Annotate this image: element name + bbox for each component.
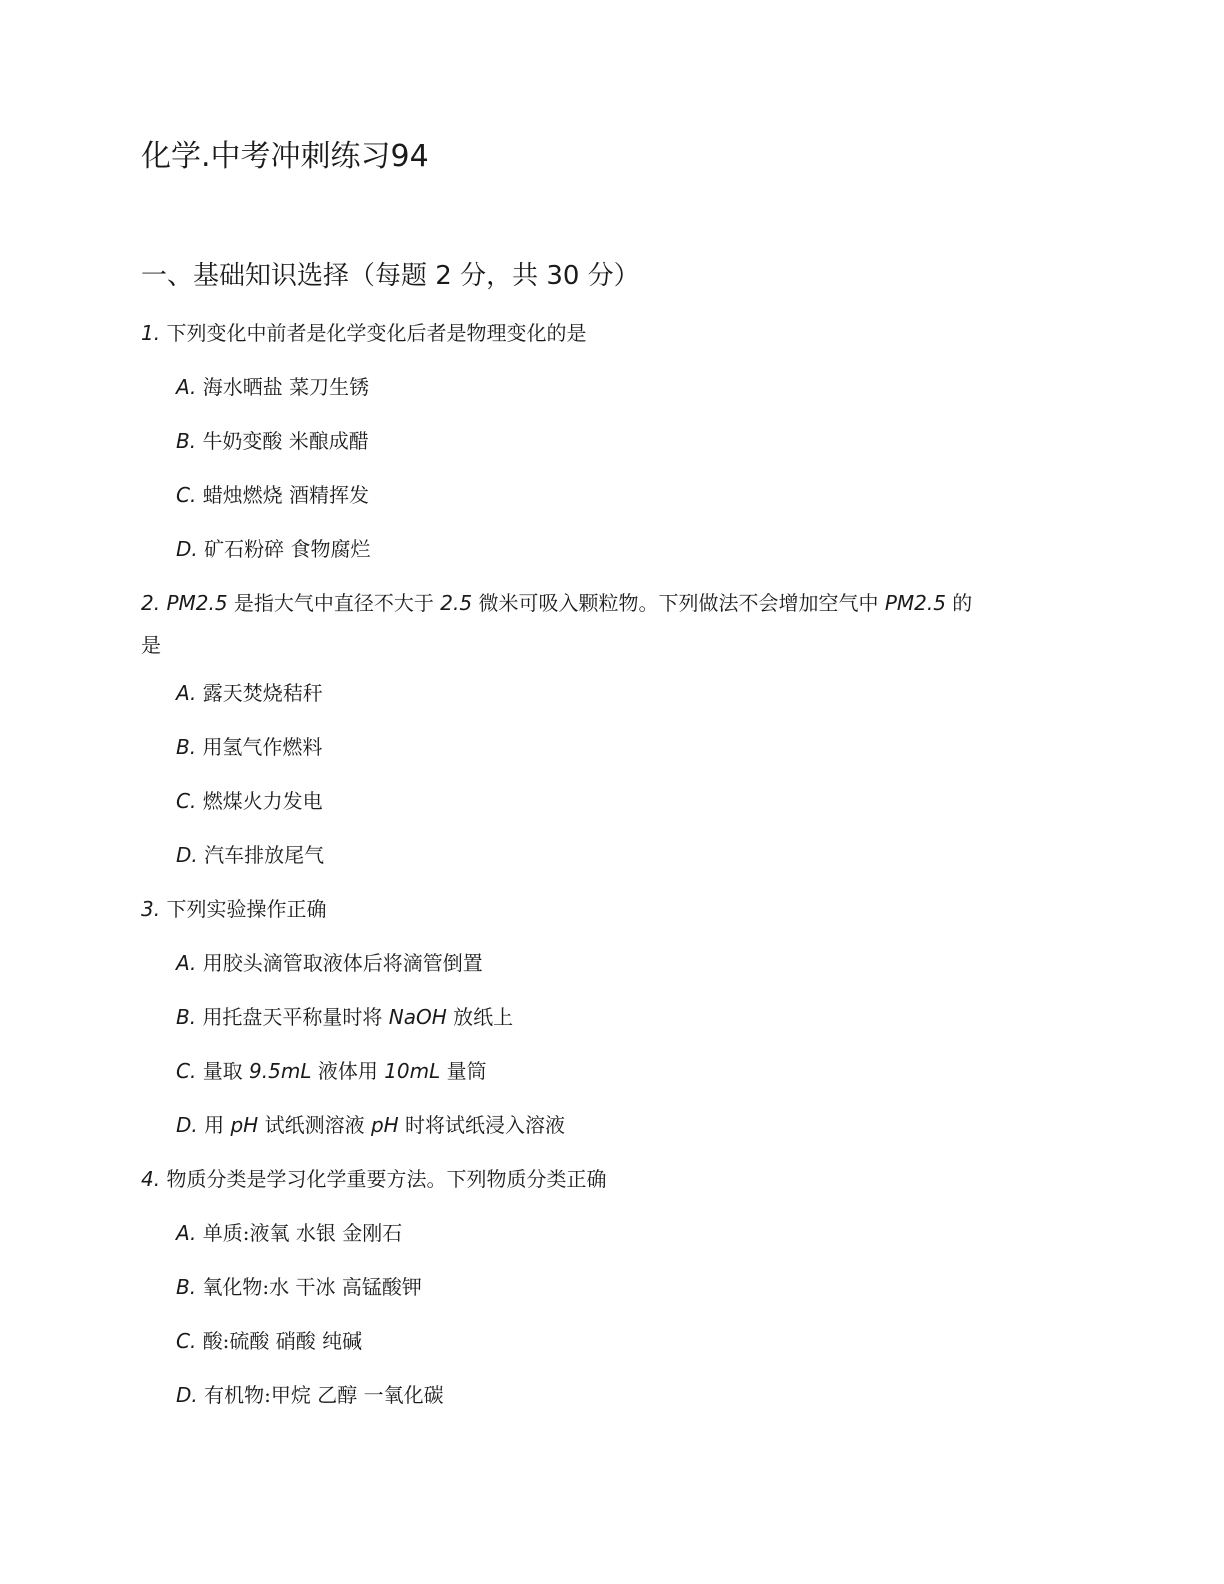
option-text: 酸:硫酸 硝酸 纯碱 [202,1329,363,1353]
question-number: 3. [141,897,161,921]
question-text: 物质分类是学习化学重要方法。下列物质分类正确 [166,1167,607,1191]
option-text-term: NaOH [388,1005,447,1029]
option-text: 用氢气作燃料 [202,735,323,759]
option-text: 燃煤火力发电 [202,789,323,813]
question-4-option-a [176,1218,402,1248]
question-text: 微米可吸入颗粒物。下列做法不会增加空气中 [472,591,885,615]
option-text: 氧化物:水 干冰 高锰酸钾 [202,1275,422,1299]
question-2-option-d [176,840,324,870]
question-1-option-c [176,480,369,510]
option-text: 量取 [202,1059,250,1083]
option-letter: D. [176,1383,198,1407]
document-title: 化学.中考冲刺练习94 [141,139,429,174]
question-text-term: 2.5 [440,591,473,615]
question-1-option-a [176,372,369,402]
option-text: 矿石粉碎 食物腐烂 [204,537,371,561]
option-letter: C. [176,483,197,507]
question-text-term: PM2.5 [166,591,228,615]
option-text: 蜡烛燃烧 酒精挥发 [202,483,370,507]
option-text: 用胶头滴管取液体后将滴管倒置 [202,951,483,975]
question-4 [141,1164,606,1194]
question-3 [141,894,326,924]
section-heading: 一、基础知识选择（每题 2 分，共 30 分） [141,261,640,291]
option-text: 海水晒盐 菜刀生锈 [202,375,370,399]
option-text-term: pH [230,1113,259,1137]
option-text: 汽车排放尾气 [204,843,325,867]
question-text: 是指大气中直径不大于 [227,591,441,615]
option-letter: D. [176,843,198,867]
question-4-option-d [176,1380,444,1410]
option-letter: C. [176,1329,197,1353]
option-text: 液体用 [311,1059,385,1083]
option-text: 用托盘天平称量时将 [202,1005,389,1029]
option-letter: B. [176,429,197,453]
option-text: 牛奶变酸 米酿成醋 [202,429,369,453]
question-2-option-a [176,678,323,708]
question-4-option-c [176,1326,362,1356]
option-letter: D. [176,537,198,561]
question-text: 的 [945,591,973,615]
option-text: 试纸测溶液 [258,1113,371,1137]
question-3-option-a [176,948,483,978]
question-text: 下列实验操作正确 [166,897,327,921]
question-2-option-b [176,732,322,762]
option-text: 时将试纸浸入溶液 [398,1113,566,1137]
question-number: 4. [141,1167,161,1191]
option-text-term: 10mL [384,1059,441,1083]
option-letter: A. [176,375,197,399]
question-2-continuation: 是 [141,633,161,657]
option-letter: A. [176,951,197,975]
option-letter: B. [176,1275,197,1299]
question-2 [141,588,972,618]
option-letter: C. [176,789,197,813]
option-text-term: 9.5mL [249,1059,312,1083]
question-3-option-d [176,1110,565,1140]
question-3-option-c [176,1056,487,1086]
option-letter: B. [176,1005,197,1029]
option-letter: A. [176,1221,197,1245]
question-3-option-b [176,1002,513,1032]
option-text: 露天焚烧秸秆 [202,681,323,705]
option-letter: A. [176,681,197,705]
question-text: 下列变化中前者是化学变化后者是物理变化的是 [166,321,587,345]
question-2-option-c [176,786,323,816]
question-1-option-b [176,426,369,456]
option-text: 放纸上 [446,1005,514,1029]
question-4-option-b [176,1272,422,1302]
question-number: 2. [141,591,161,615]
option-letter: D. [176,1113,198,1137]
question-1 [141,318,586,348]
question-1-option-d [176,534,370,564]
question-number: 1. [141,321,161,345]
option-text: 用 [204,1113,231,1137]
option-letter: B. [176,735,197,759]
option-text: 有机物:甲烷 乙醇 一氧化碳 [204,1383,444,1407]
option-letter: C. [176,1059,197,1083]
question-text-term: PM2.5 [884,591,946,615]
option-text: 量筒 [440,1059,487,1083]
option-text: 单质:液氧 水银 金刚石 [202,1221,403,1245]
option-text-term: pH [370,1113,399,1137]
